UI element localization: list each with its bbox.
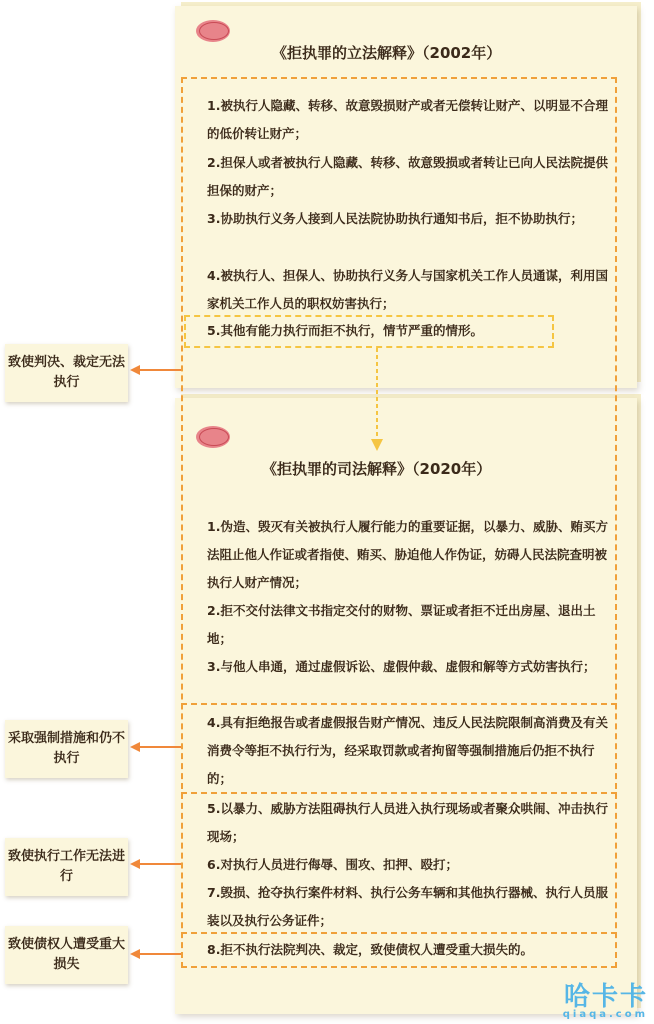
arrow-left-icon <box>128 944 182 964</box>
arrow-left-icon <box>128 737 182 757</box>
top-item-2: 2.担保人或者被执行人隐藏、转移、故意毁损或者转让已向人民法院提供担保的财产； <box>207 155 608 198</box>
watermark-sub: qiaqa.com <box>562 1009 648 1020</box>
side-label-coercive: 采取强制措施和仍不执行 <box>5 720 128 778</box>
top-item-3: 3.协助执行义务人接到人民法院协助执行通知书后，拒不协助执行； <box>207 211 583 226</box>
top-item-4: 4.被执行人、担保人、协助执行义务人与国家机关工作人员通谋，利用国家机关工作人员的职权妨害执行； <box>207 268 608 311</box>
top-item-1: 1.被执行人隐藏、转移、故意毁损财产或者无偿转让财产、以明显不合理的低价转让财产； <box>207 98 608 141</box>
bottom-item-4: 4.具有拒绝报告或者虚假报告财产情况、违反人民法院限制高消费及有关消费令等拒不执行行为，经采取罚款或者拘留等强制措施后仍拒不执行的； <box>207 715 608 786</box>
pin-dot-icon <box>196 20 230 42</box>
watermark-logo <box>563 984 648 1020</box>
arrow-down-icon <box>369 348 385 452</box>
arrow-left-icon <box>128 854 182 874</box>
bottom-item-8: 8.拒不执行法院判决、裁定，致使债权人遭受重大损失的。 <box>207 942 533 957</box>
top-item-5: 5.其他有能力执行而拒不执行，情节严重的情形。 <box>207 323 483 338</box>
side-label-judgment: 致使判决、裁定无法执行 <box>5 344 128 402</box>
dashed-separator <box>181 703 617 705</box>
top-card-title: 《拒执罪的立法解释》（2002年） <box>272 44 502 62</box>
side-label-obstruction: 致使执行工作无法进行 <box>5 838 128 896</box>
bottom-item-7: 7.毁损、抢夺执行案件材料、执行公务车辆和其他执行器械、执行人员服装以及执行公务证件； <box>207 885 608 928</box>
bottom-item-2: 2.拒不交付法律文书指定交付的财物、票证或者拒不迁出房屋、退出土地； <box>207 603 596 646</box>
arrow-left-icon <box>128 360 182 380</box>
bottom-item-5: 5.以暴力、威胁方法阻碍执行人员进入执行现场或者聚众哄闹、冲击执行现场； <box>207 801 608 844</box>
bottom-item-6: 6.对执行人员进行侮辱、围攻、扣押、殴打； <box>207 857 458 872</box>
bottom-item-3: 3.与他人串通，通过虚假诉讼、虚假仲裁、虚假和解等方式妨害执行； <box>207 659 596 674</box>
side-label-creditor-loss: 致使债权人遭受重大损失 <box>5 926 128 984</box>
watermark-main: 哈卡卡 <box>563 982 648 1012</box>
bottom-card-title: 《拒执罪的司法解释》（2020年） <box>262 460 492 478</box>
bottom-item-1: 1.伪造、毁灭有关被执行人履行能力的重要证据，以暴力、威胁、贿买方法阻止他人作证或者指使、贿买、胁迫他人作伪证，妨碍人民法院查明被执行人财产情况； <box>207 519 608 590</box>
